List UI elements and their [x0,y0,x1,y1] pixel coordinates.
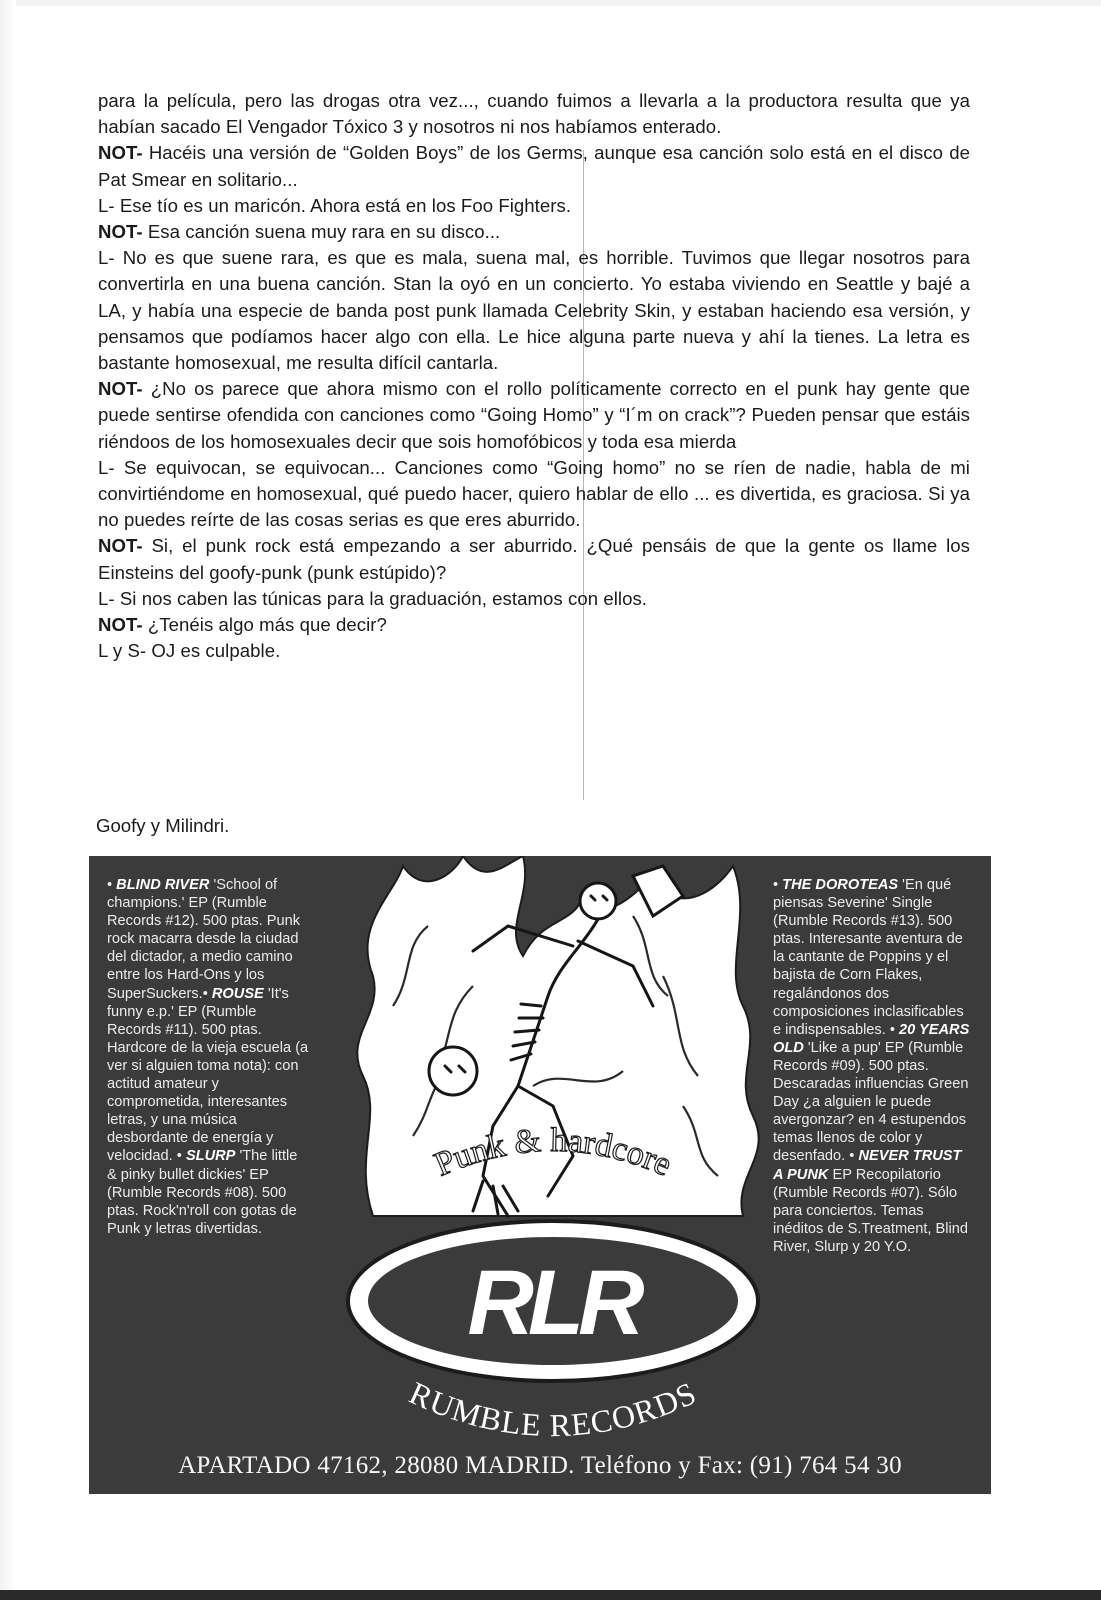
release-description: 'Like a pup' EP (Rumble Records #09). 500 ptas. Descaradas influencias Green Day ¿a alguien le puede avergonzar? en 4 estupendos temas llenos de color y desenfado. [773,1039,969,1165]
article-paragraph [98,88,970,140]
ad-bullet: • [202,985,212,1002]
speaker-label: NOT- [98,378,143,400]
ad-column-text [107,876,309,1238]
article-paragraph [98,455,970,534]
speaker-label: NOT- [98,535,143,557]
speaker-label: NOT- [98,221,143,243]
paragraph-text: L- Se equivocan, se equivocan... Canciones como “Going homo” no se ríen de nadie, habla de mi convirtiéndome en homosexual, qué puedo hacer, quiero hablar de ello ... es divertida, es graciosa. Si ya no puedes reírte de las cosas serias es que eres aburrido. [98,456,970,531]
article-paragraph [98,140,970,192]
paragraph-text: Esa canción suena muy rara en su disco... [142,221,501,243]
band-name: BLIND RIVER [116,877,210,893]
release-description: 'It's funny e.p.' EP (Rumble Records #11). 500 ptas. Hardcore de la vieja escuela (a ver si alguien toma nota): con actitud amateur y comprometida, interesantes letras, y una música desbordante de energía y velocidad. [107,985,309,1165]
release-description: 'En qué piensas Severine' Single (Rumble Records #13). 500 ptas. Interesante aventura de la cantante de Poppins y el bajista de Corn Flakes, regalándonos dos composiciones inclasificables e indispensables. [773,877,964,1038]
rumble-records-ad [89,856,991,1494]
paragraph-text: ¿No os parece que ahora mismo con el rollo políticamente correcto en el punk hay gente que puede sentirse ofendida con canciones como “Going Homo” y “I´m on crack”? Pueden pensar que estáis riéndoos de los homosexuales decir que sois homofóbicos y toda esa mierda [98,378,970,452]
article-signature: Goofy y Milindri. [96,815,230,836]
paragraph-text: Si, el punk rock está empezando a ser aburrido. ¿Qué pensáis de que la gente os llame los Einsteins del goofy-punk (punk estúpido)? [98,535,970,583]
flames-illustration [357,856,758,1216]
release-description: 'School of champions.' EP (Rumble Records #12). 500 ptas. Punk rock macarra desde la ciudad del dictador, a medio camino entre los Hard-Ons y los SuperSuckers. [107,877,301,1002]
paragraph-text: L- No es que suene rara, es que es mala, suena mal, es horrible. Tuvimos que llegar nosotros para convertirla en una buena canción. Stan la oyó en un concierto. Yo estaba viviendo en Seattle y bajé a LA, y había una especie de banda post punk llamada Celebrity Skin, y estaban haciendo esa versión, y pensamos que podíamos hacer algo con ella. Le hice alguna parte nueva y ahí la tienes. La letra es bastante homosexual, me resulta difícil cantarla. [98,247,970,374]
band-name: SLURP [185,1148,236,1165]
release-description: 'The little & pinky bullet dickies' EP (Rumble Records #08). 500 ptas. Rock'n'roll con gotas de Punk y letras divertidas. [107,1148,298,1237]
article-paragraph [98,245,970,376]
paragraph-text: para la película, pero las drogas otra vez..., cuando fuimos a llevarla a la productora resulta que ya habían sacado El Vengador Tóxico 3 y nosotros ni nos habíamos enterado. [98,90,970,138]
ad-bullet: • [107,877,117,893]
speaker-label: NOT- [98,142,143,164]
article-paragraph [98,586,970,612]
ad-bullet: • [885,1021,899,1038]
ad-left-column [107,876,309,1238]
band-name: ROUSE [211,985,264,1002]
band-name: 20 YEARS OLD [773,1021,970,1056]
paragraph-text: Hacéis una versión de “Golden Boys” de los Germs, aunque esa canción solo está en el disco de Pat Smear en solitario... [98,142,970,190]
page-edge-top [0,0,1101,6]
paragraph-text: L- Ese tío es un maricón. Ahora está en los Foo Fighters. [98,194,572,216]
release-description: EP Recopilatorio (Rumble Records #07). Sólo para conciertos. Temas inéditos de S.Treatment, Blind River, Slurp y 20 Y.O. [773,1166,968,1255]
speaker-label: NOT- [98,614,143,636]
rumble-records-logo [333,856,773,1448]
logo-bottom-text: RUMBLE RECORDS [404,1374,702,1444]
ad-bullet: • [172,1148,186,1165]
ad-bullet: • [845,1148,859,1165]
ad-footer-address: APARTADO 47162, 28080 MADRID. Teléfono y Fax: (91) 764 54 30 [178,1452,902,1479]
band-name: THE DOROTEAS [782,877,899,893]
article-paragraph [98,612,970,638]
page-edge-left [0,0,16,1600]
paragraph-text: L- Si nos caben las túnicas para la graduación, estamos con ellos. [98,587,648,609]
page-edge-bottom [0,1590,1101,1600]
paragraph-text: ¿Tenéis algo más que decir? [142,614,387,636]
band-name: NEVER TRUST A PUNK [773,1148,962,1183]
interview-article [98,88,970,664]
article-paragraph [98,219,970,245]
article-paragraph [98,193,970,219]
article-paragraph [98,533,970,585]
logo-monogram: RLR [467,1252,639,1354]
logo-top-text: Punk & hardcore [429,1121,677,1184]
article-paragraph [98,638,970,664]
paragraph-text: L y S- OJ es culpable. [98,640,281,662]
ad-column-text [773,876,973,1256]
article-paragraph [98,376,970,455]
ad-bullet: • [773,877,783,893]
ad-right-column [773,876,973,1256]
